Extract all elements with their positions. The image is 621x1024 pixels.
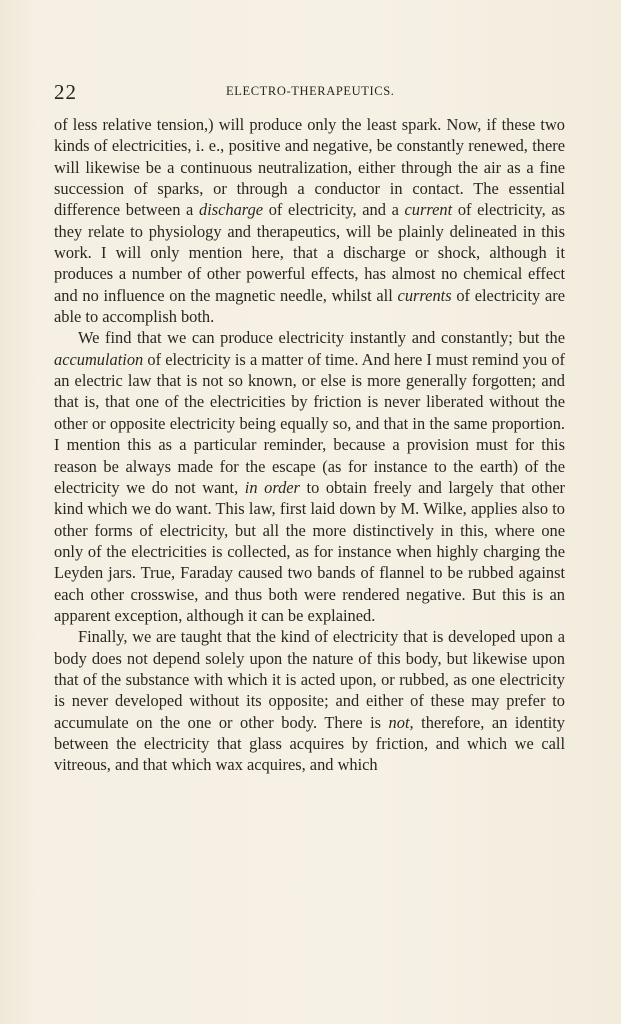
text-segment-italic: discharge <box>199 200 264 220</box>
text-segment: of electricity, and a <box>263 200 405 220</box>
paragraph-3 <box>54 626 565 775</box>
text-segment: We find that we can produce electricity instantly and constantly; but the <box>78 328 565 348</box>
running-head: ELECTRO-THERAPEUTICS. <box>226 84 395 98</box>
text-segment: to obtain freely and largely that other kind which we do want. This law, first laid down by M. Wilke, applies also to other forms of electricity, but all the more distinctively in this, where one only of the electricities is collected, as for instance when highly charging the Leyden jars. True, Faraday caused two bands of flannel to be rubbed against each other crosswise, and thus both were rendered negative. But this is an apparent exception, although it can be explained. <box>54 477 566 625</box>
text-segment: of electricity are able to accomplish both. <box>54 285 565 327</box>
text-segment-italic: in order <box>244 477 300 497</box>
text-segment-italic: accumulation <box>54 349 144 369</box>
text-segment: of less relative tension,) will produce only the least spark. Now, if these two kinds of electricities, i. e., positive and negative, be constantly renewed, there will likewise be a continuous neutralization, either through the air as a fine succession of sparks, or through a conductor in contact. The essential difference between a <box>54 115 565 220</box>
text-segment: of electricity is a matter of time. And here I must remind you of an electric law that is not so known, or else is more generally forgotten; and that is, that one of the electricities by friction is never liberated without the other or opposite electricity being equally so, and that in the same proportion. I mention this as a particular reminder, because a provision must for this reason be always made for the escape (as for instance to the earth) of the electricity we do not want, <box>54 349 565 497</box>
text-segment-italic: not <box>388 712 410 732</box>
text-segment: of electricity, as they relate to physiology and therapeutics, will be plainly delineated in this work. I will only mention here, that a discharge or shock, although it produces a number of other powerful effects, has almost no chemical effect and no influence on the magnetic needle, whilst all <box>54 200 566 305</box>
body-text <box>54 114 565 776</box>
paragraph-2 <box>54 327 565 626</box>
text-segment: , therefore, an identity between the electricity that glass acquires by friction, and which we call vitreous, and that which wax acquires, and which <box>54 712 565 775</box>
paragraph-1 <box>54 114 565 327</box>
page-header <box>54 80 574 104</box>
text-segment-italic: current <box>404 200 453 220</box>
page-number: 22 <box>54 80 77 104</box>
text-segment-italic: currents <box>397 285 452 305</box>
text-segment: Finally, we are taught that the kind of electricity that is developed upon a body does not depend solely upon the nature of this body, but likewise upon that of the substance with which it is acted upon, or rubbed, as one electricity is never developed without its opposite; and either of these may prefer to accumulate on the one or other body. There is <box>54 627 565 732</box>
